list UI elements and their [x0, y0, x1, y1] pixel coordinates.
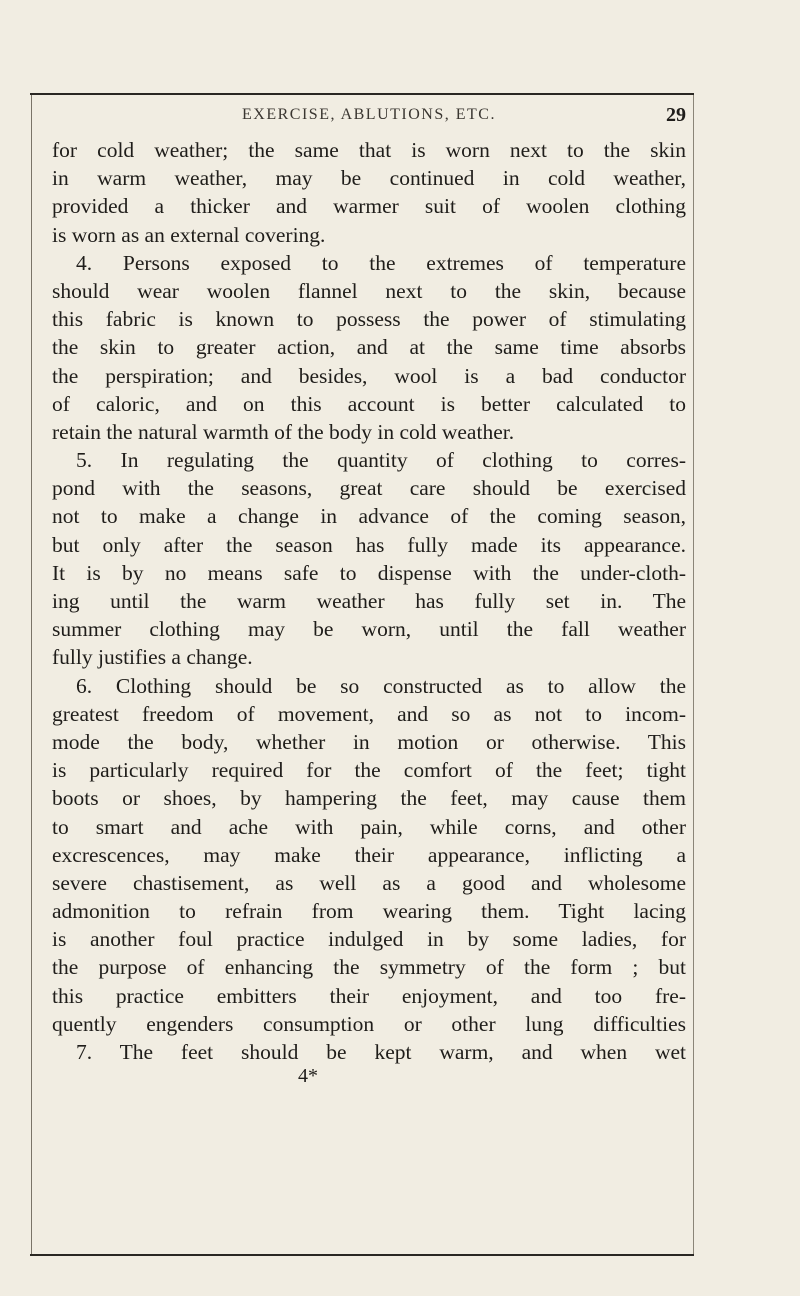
text-line: in warm weather, may be continued in cold weather, — [52, 166, 686, 191]
text-line: boots or shoes, by hampering the feet, may cause them — [52, 786, 686, 811]
text-line: provided a thicker and warmer suit of woolen clothing — [52, 194, 686, 219]
text-line: quently engenders consumption or other lung difficulties — [52, 1011, 686, 1036]
text-line: should wear woolen flannel next to the skin, because — [52, 278, 686, 303]
text-line: excrescences, may make their appearance, inflicting a — [52, 842, 686, 867]
text-line: the skin to greater action, and at the same time absorbs — [52, 335, 686, 360]
text-line: of caloric, and on this account is better calculated to — [52, 391, 686, 416]
text-line: 5. In regulating the quantity of clothing to corres- — [76, 448, 686, 473]
text-line: ing until the warm weather has fully set in. The — [52, 589, 686, 613]
text-line: It is by no means safe to dispense with the under-cloth- — [52, 560, 686, 585]
text-line: is particularly required for the comfort of the feet; tight — [52, 758, 686, 783]
text-line: admonition to refrain from wearing them. Tight lacing — [52, 899, 686, 924]
text-line: fully justifies a change. — [52, 645, 253, 670]
text-line: to smart and ache with pain, while corns, and other — [52, 814, 686, 839]
body-text — [52, 136, 686, 1090]
text-line: is worn as an external covering. — [52, 222, 326, 247]
text-line: 4. Persons exposed to the extremes of temperature — [76, 250, 686, 275]
frame-left-edge — [31, 95, 32, 1255]
text-line: the perspiration; and besides, wool is a bad conductor — [52, 363, 686, 388]
frame-bottom-rule — [30, 1254, 694, 1256]
text-line: severe chastisement, as well as a good and wholesome — [52, 870, 686, 895]
running-title: EXERCISE, ABLUTIONS, ETC. — [242, 106, 496, 123]
frame-top-rule — [30, 93, 694, 95]
text-line: this fabric is known to possess the power of stimulating — [52, 307, 686, 332]
text-line: mode the body, whether in motion or otherwise. This — [52, 729, 686, 754]
text-line: not to make a change in advance of the coming season, — [52, 504, 686, 529]
text-line: summer clothing may be worn, until the fall weather — [52, 617, 686, 642]
text-line: the purpose of enhancing the symmetry of the form ; but — [52, 955, 686, 980]
text-line: for cold weather; the same that is worn next to the skin — [52, 138, 686, 162]
page-number: 29 — [666, 104, 686, 126]
text-line: but only after the season has fully made its appearance. — [52, 532, 686, 557]
text-line: greatest freedom of movement, and so as not to incom- — [52, 701, 686, 726]
book-page — [52, 98, 686, 1090]
text-line: is another foul practice indulged in by some ladies, for — [52, 927, 686, 952]
frame-right-edge — [693, 95, 694, 1255]
text-line: 6. Clothing should be so constructed as to allow the — [76, 673, 686, 698]
running-head — [52, 98, 686, 132]
text-line: this practice embitters their enjoyment, and too fre- — [52, 983, 686, 1008]
text-line: pond with the seasons, great care should be exercised — [52, 476, 686, 501]
text-line: retain the natural warmth of the body in cold weather. — [52, 419, 515, 444]
text-line: 7. The feet should be kept warm, and when wet — [76, 1040, 686, 1064]
signature-mark: 4* — [298, 1065, 318, 1088]
